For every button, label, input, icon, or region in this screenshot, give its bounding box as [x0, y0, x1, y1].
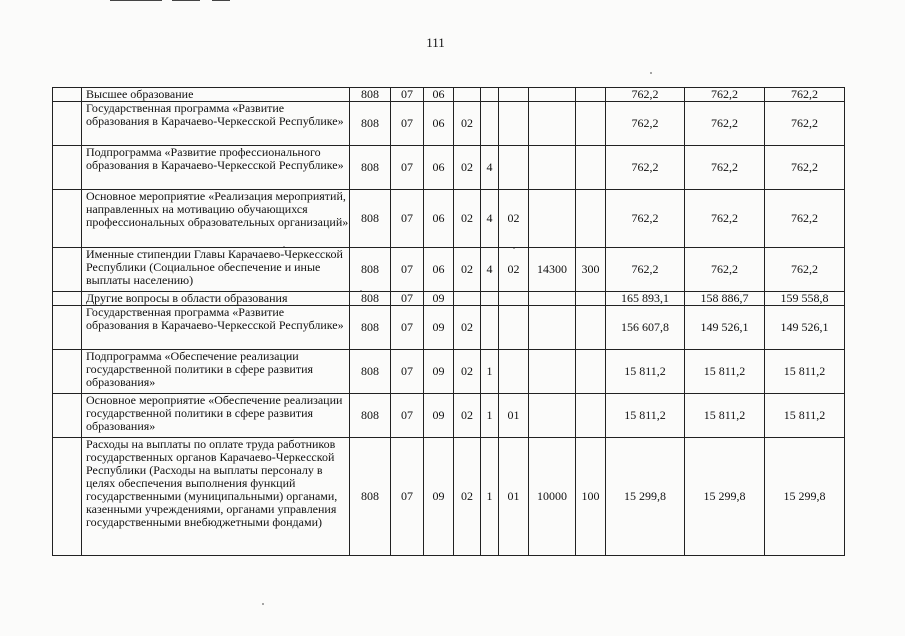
- program-code: 02: [454, 438, 481, 556]
- row-margin-cell: [53, 190, 82, 248]
- direction-code: [529, 146, 576, 190]
- section-code: 07: [391, 350, 424, 394]
- row-name: Именные стипендии Главы Карачаево-Черкесской Республики (Социальное обеспечение и иные выплаты населению): [82, 248, 350, 292]
- top-rule-right: [212, 0, 230, 1]
- section-code: 07: [391, 146, 424, 190]
- row-margin-cell: [53, 306, 82, 350]
- direction-code: [529, 394, 576, 438]
- amount-year-3: 762,2: [765, 146, 845, 190]
- program-code: 02: [454, 190, 481, 248]
- program-code: 02: [454, 146, 481, 190]
- ministry-code: 808: [350, 306, 391, 350]
- row-name: Основное мероприятие «Реализация мероприятий, направленных на мотивацию обучающихся профессиональных образовательных организаций»: [82, 190, 350, 248]
- amount-year-1: 156 607,8: [606, 306, 685, 350]
- section-code: 07: [391, 292, 424, 306]
- direction-code: [529, 190, 576, 248]
- amount-year-3: 15 811,2: [765, 394, 845, 438]
- table-row: [53, 248, 845, 292]
- amount-year-1: 762,2: [606, 146, 685, 190]
- event-code: 02: [499, 248, 529, 292]
- table-row: [53, 146, 845, 190]
- program-code: [454, 292, 481, 306]
- subsection-code: 06: [424, 102, 454, 146]
- expense-type-code: [576, 306, 606, 350]
- direction-code: [529, 306, 576, 350]
- subsection-code: 09: [424, 292, 454, 306]
- amount-year-3: 762,2: [765, 248, 845, 292]
- program-code: 02: [454, 306, 481, 350]
- subprogram-code: [481, 88, 499, 102]
- amount-year-1: 15 811,2: [606, 350, 685, 394]
- event-code: [499, 292, 529, 306]
- row-name: Подпрограмма «Обеспечение реализации государственной политики в сфере развития образования»: [82, 350, 350, 394]
- table-row: [53, 306, 845, 350]
- subprogram-code: 1: [481, 350, 499, 394]
- table-row: [53, 292, 845, 306]
- amount-year-2: 762,2: [685, 146, 765, 190]
- event-code: [499, 306, 529, 350]
- amount-year-2: 762,2: [685, 102, 765, 146]
- direction-code: [529, 102, 576, 146]
- budget-table: [52, 87, 845, 556]
- ministry-code: 808: [350, 146, 391, 190]
- direction-code: [529, 350, 576, 394]
- row-margin-cell: [53, 88, 82, 102]
- subsection-code: 09: [424, 350, 454, 394]
- direction-code: 14300: [529, 248, 576, 292]
- scan-speck: [650, 72, 652, 74]
- amount-year-2: 149 526,1: [685, 306, 765, 350]
- amount-year-1: 762,2: [606, 248, 685, 292]
- program-code: [454, 88, 481, 102]
- row-margin-cell: [53, 102, 82, 146]
- expense-type-code: [576, 350, 606, 394]
- event-code: 01: [499, 438, 529, 556]
- amount-year-3: 149 526,1: [765, 306, 845, 350]
- ministry-code: 808: [350, 88, 391, 102]
- direction-code: 10000: [529, 438, 576, 556]
- amount-year-2: 762,2: [685, 248, 765, 292]
- subsection-code: 09: [424, 394, 454, 438]
- subprogram-code: 4: [481, 146, 499, 190]
- expense-type-code: [576, 146, 606, 190]
- amount-year-1: 762,2: [606, 88, 685, 102]
- amount-year-2: 762,2: [685, 88, 765, 102]
- expense-type-code: [576, 102, 606, 146]
- expense-type-code: [576, 292, 606, 306]
- table-row: [53, 88, 845, 102]
- section-code: 07: [391, 190, 424, 248]
- ministry-code: 808: [350, 248, 391, 292]
- event-code: [499, 350, 529, 394]
- amount-year-2: 15 811,2: [685, 394, 765, 438]
- amount-year-1: 762,2: [606, 102, 685, 146]
- subsection-code: 09: [424, 438, 454, 556]
- expense-type-code: [576, 88, 606, 102]
- subsection-code: 06: [424, 88, 454, 102]
- amount-year-1: 165 893,1: [606, 292, 685, 306]
- row-margin-cell: [53, 292, 82, 306]
- row-name: Государственная программа «Развитие образования в Карачаево-Черкесской Республике»: [82, 306, 350, 350]
- subsection-code: 06: [424, 146, 454, 190]
- scan-speck: [262, 603, 264, 605]
- amount-year-2: 15 299,8: [685, 438, 765, 556]
- amount-year-2: 158 886,7: [685, 292, 765, 306]
- event-code: [499, 102, 529, 146]
- table-row: [53, 190, 845, 248]
- amount-year-2: 15 811,2: [685, 350, 765, 394]
- row-margin-cell: [53, 248, 82, 292]
- ministry-code: 808: [350, 292, 391, 306]
- subprogram-code: 1: [481, 394, 499, 438]
- table-row: [53, 350, 845, 394]
- ministry-code: 808: [350, 394, 391, 438]
- expense-type-code: [576, 190, 606, 248]
- amount-year-3: 762,2: [765, 88, 845, 102]
- row-name: Высшее образование: [82, 88, 350, 102]
- top-rule-left: [110, 0, 162, 1]
- amount-year-2: 762,2: [685, 190, 765, 248]
- table-row: [53, 394, 845, 438]
- row-name: Подпрограмма «Развитие профессионального образования в Карачаево-Черкесской Республике»: [82, 146, 350, 190]
- program-code: 02: [454, 394, 481, 438]
- direction-code: [529, 88, 576, 102]
- amount-year-3: 762,2: [765, 190, 845, 248]
- amount-year-1: 762,2: [606, 190, 685, 248]
- amount-year-3: 762,2: [765, 102, 845, 146]
- row-name: Расходы на выплаты по оплате труда работников государственных органов Карачаево-Черкесской Республики (Расходы на выплаты персоналу в целях обеспечения выполнения функций государственными (муниципальными) органами, казенными учреждениями, органами управления государственными внебюджетными фондами): [82, 438, 350, 556]
- ministry-code: 808: [350, 190, 391, 248]
- event-code: 02: [499, 190, 529, 248]
- expense-type-code: 300: [576, 248, 606, 292]
- subprogram-code: 4: [481, 248, 499, 292]
- table-row: [53, 438, 845, 556]
- program-code: 02: [454, 350, 481, 394]
- section-code: 07: [391, 248, 424, 292]
- subsection-code: 06: [424, 248, 454, 292]
- top-rule-middle: [172, 0, 200, 1]
- direction-code: [529, 292, 576, 306]
- row-margin-cell: [53, 350, 82, 394]
- amount-year-1: 15 299,8: [606, 438, 685, 556]
- subsection-code: 06: [424, 190, 454, 248]
- row-name: Государственная программа «Развитие образования в Карачаево-Черкесской Республике»: [82, 102, 350, 146]
- section-code: 07: [391, 438, 424, 556]
- subprogram-code: [481, 102, 499, 146]
- section-code: 07: [391, 394, 424, 438]
- budget-table-body: [53, 88, 845, 556]
- program-code: 02: [454, 102, 481, 146]
- row-margin-cell: [53, 146, 82, 190]
- event-code: [499, 146, 529, 190]
- row-name: Другие вопросы в области образования: [82, 292, 350, 306]
- amount-year-3: 159 558,8: [765, 292, 845, 306]
- amount-year-1: 15 811,2: [606, 394, 685, 438]
- amount-year-3: 15 811,2: [765, 350, 845, 394]
- amount-year-3: 15 299,8: [765, 438, 845, 556]
- table-row: [53, 102, 845, 146]
- subprogram-code: 1: [481, 438, 499, 556]
- section-code: 07: [391, 88, 424, 102]
- row-margin-cell: [53, 394, 82, 438]
- ministry-code: 808: [350, 102, 391, 146]
- section-code: 07: [391, 306, 424, 350]
- subprogram-code: [481, 292, 499, 306]
- row-name: Основное мероприятие «Обеспечение реализации государственной политики в сфере развития образования»: [82, 394, 350, 438]
- subsection-code: 09: [424, 306, 454, 350]
- program-code: 02: [454, 248, 481, 292]
- page-number: 111: [426, 35, 445, 50]
- event-code: [499, 88, 529, 102]
- event-code: 01: [499, 394, 529, 438]
- ministry-code: 808: [350, 350, 391, 394]
- expense-type-code: 100: [576, 438, 606, 556]
- row-margin-cell: [53, 438, 82, 556]
- section-code: 07: [391, 102, 424, 146]
- expense-type-code: [576, 394, 606, 438]
- ministry-code: 808: [350, 438, 391, 556]
- subprogram-code: [481, 306, 499, 350]
- subprogram-code: 4: [481, 190, 499, 248]
